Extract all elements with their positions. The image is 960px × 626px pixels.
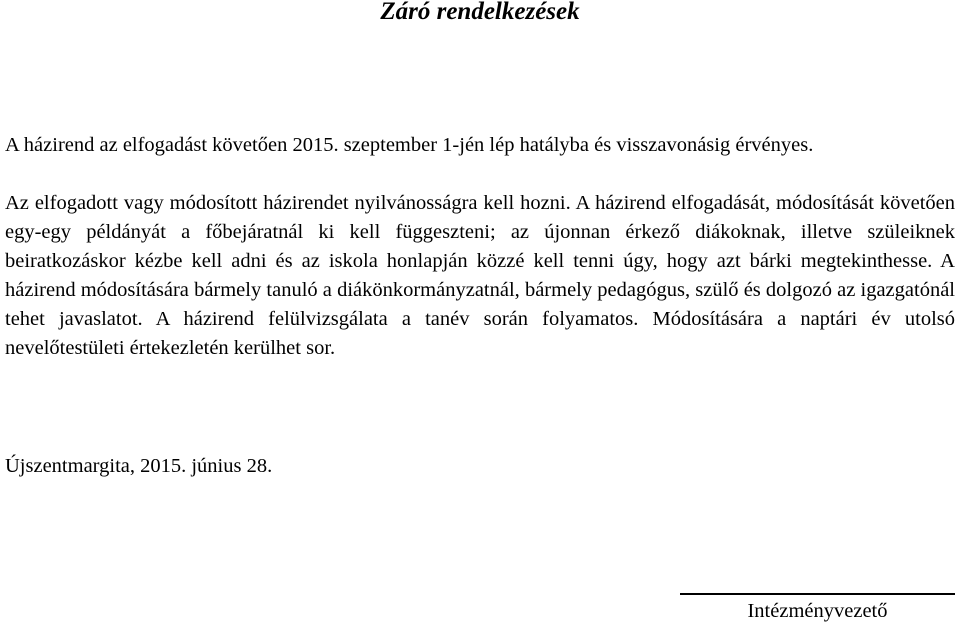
place-and-date: Újszentmargita, 2015. június 28. (5, 455, 273, 477)
signature-line (680, 593, 955, 595)
signature-label: Intézményvezető (747, 600, 888, 622)
paragraph-publication-rules: Az elfogadott vagy módosított házirendet nyilvánosságra kell hozni. A házirend elfogadását, módosítását követően egy-egy példányát a főbejáratnál ki kell függeszteni; az újonnan érkező diákoknak, illetve szüleiknek beiratkozáskor kézbe kell adni és az iskola honlapján közzé kell tenni úgy, hogy azt bárki megtekinthesse. A házirend módosítására bármely tanuló a diákönkormányzatnál, bármely pedagógus, szülő és dolgozó az igazgatónál tehet javaslatot. A házirend felülvizsgálata a tanév során folyamatos. Módosítására a naptári év utolsó nevelőtestületi értekezletén kerülhet sor. (5, 192, 955, 359)
paragraph-effective-date: A házirend az elfogadást követően 2015. szeptember 1-jén lép hatályba és visszavonásig érvényes. (5, 134, 814, 156)
document-title: Záró rendelkezések (380, 0, 580, 25)
